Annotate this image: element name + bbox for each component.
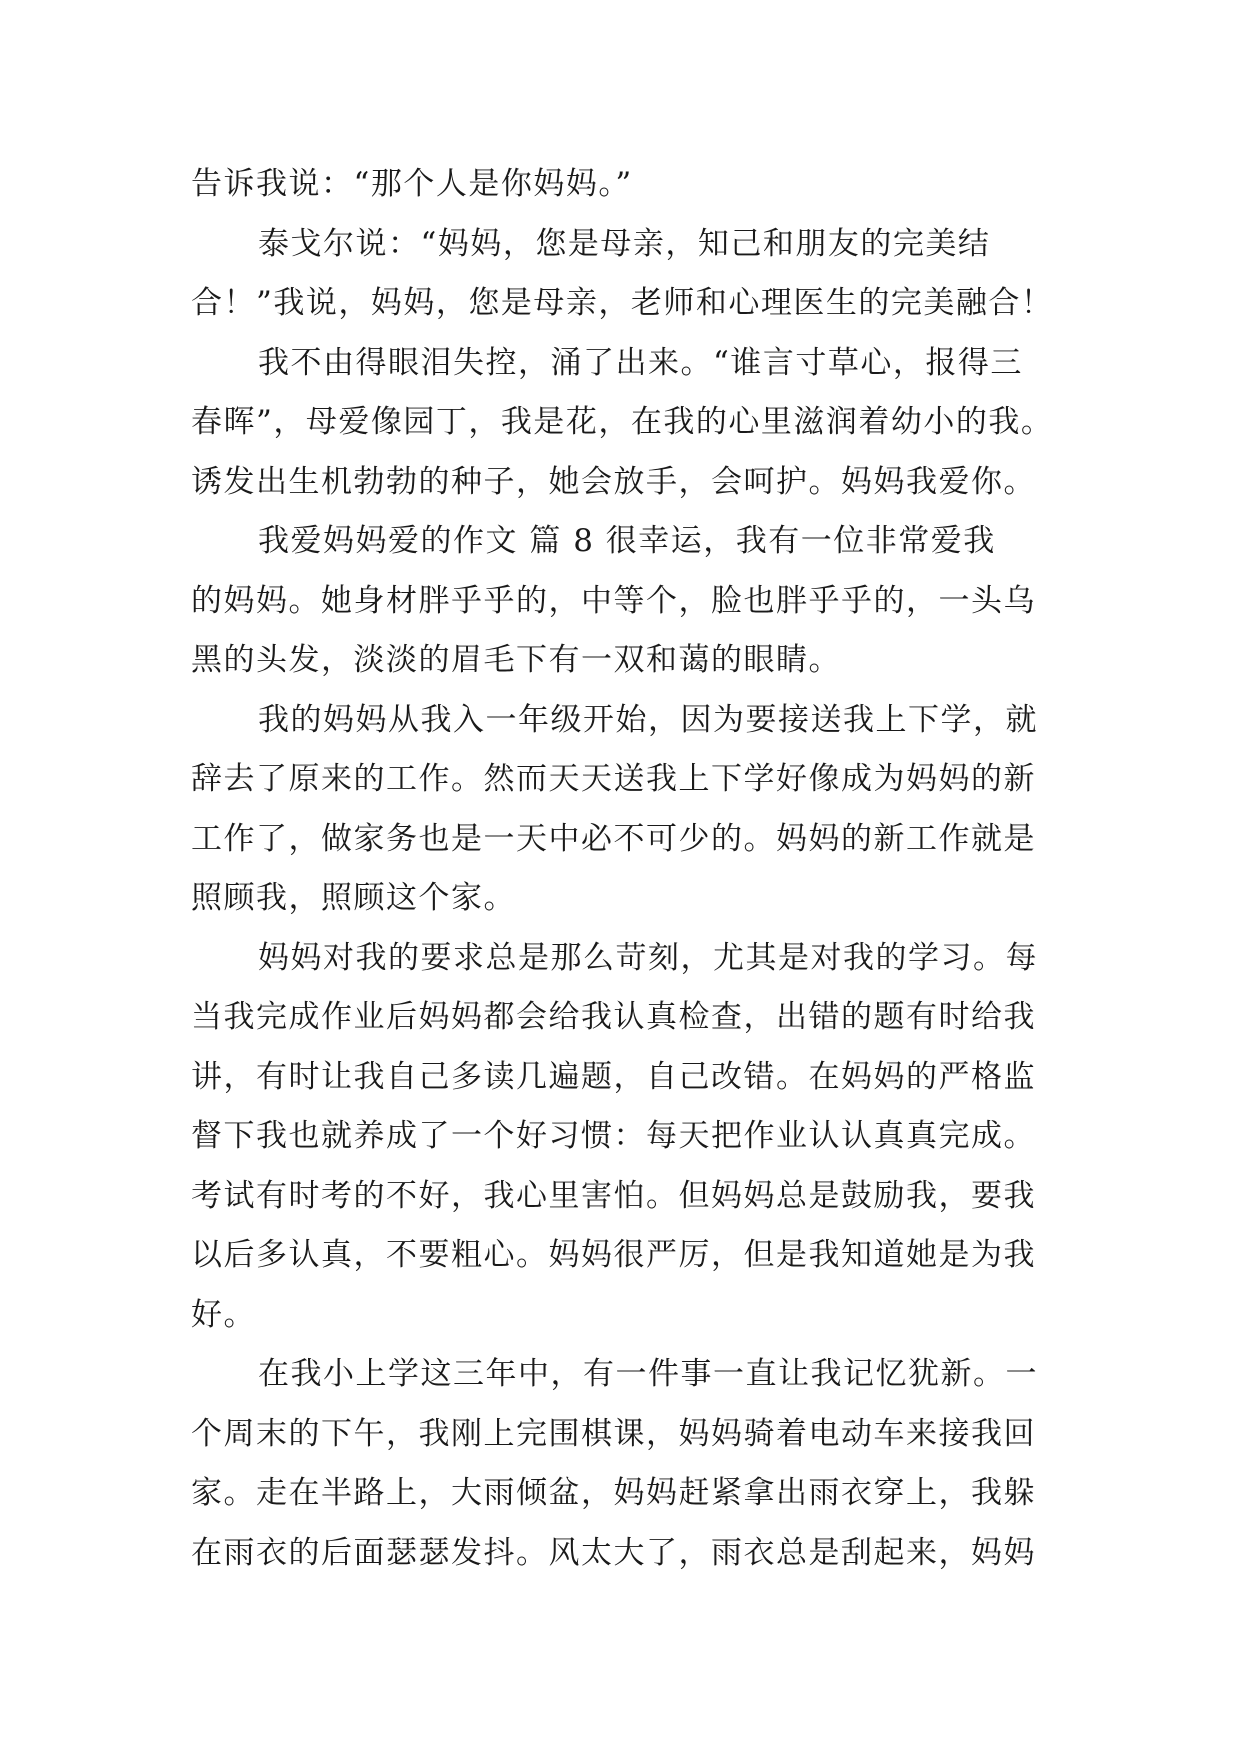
text-line: 以后多认真，不要粗心。妈妈很严厉，但是我知道她是为我	[191, 1237, 1036, 1273]
text-line: 告诉我说：“那个人是你妈妈。”	[191, 166, 633, 202]
text-line: 家。走在半路上，大雨倾盆，妈妈赶紧拿出雨衣穿上，我躲	[191, 1475, 1036, 1511]
text-line: 当我完成作业后妈妈都会给我认真检查，出错的题有时给我	[191, 999, 1036, 1035]
text-line: 春晖”，母爱像园丁，我是花，在我的心里滋润着幼小的我。	[191, 404, 1054, 440]
text-line: 考试有时考的不好，我心里害怕。但妈妈总是鼓励我，要我	[191, 1177, 1036, 1214]
text-line: 合！”我说，妈妈，您是母亲，老师和心理医生的完美融合！	[191, 285, 1054, 321]
essay-text	[191, 155, 1071, 1583]
text-line: 妈妈对我的要求总是那么苛刻，尤其是对我的学习。每	[258, 939, 1038, 976]
text-line: 工作了，做家务也是一天中必不可少的。妈妈的新工作就是	[191, 820, 1036, 857]
text-line: 辞去了原来的工作。然而天天送我上下学好像成为妈妈的新	[191, 761, 1036, 797]
text-line: 诱发出生机勃勃的种子，她会放手，会呵护。妈妈我爱你。	[191, 463, 1036, 500]
essay-heading-line: 我爱妈妈爱的作文 篇 8 很幸运，我有一位非常爱我	[258, 523, 996, 559]
text-line: 在我小上学这三年中，有一件事一直让我记忆犹新。一	[258, 1356, 1038, 1392]
text-line: 照顾我，照顾这个家。	[191, 880, 516, 916]
text-line: 督下我也就养成了一个好习惯：每天把作业认认真真完成。	[191, 1118, 1036, 1154]
text-line: 黑的头发，淡淡的眉毛下有一双和蔼的眼睛。	[191, 642, 841, 678]
text-line: 在雨衣的后面瑟瑟发抖。风太大了，雨衣总是刮起来，妈妈	[191, 1534, 1036, 1571]
text-line: 讲，有时让我自己多读几遍题，自己改错。在妈妈的严格监	[191, 1058, 1036, 1095]
text-line: 的妈妈。她身材胖乎乎的，中等个，脸也胖乎乎的，一头乌	[191, 582, 1036, 619]
text-line: 泰戈尔说：“妈妈，您是母亲，知己和朋友的完美结	[258, 225, 991, 262]
text-line: 个周末的下午，我刚上完围棋课，妈妈骑着电动车来接我回	[191, 1415, 1036, 1452]
text-line: 我不由得眼泪失控，涌了出来。“谁言寸草心，报得三	[258, 344, 1023, 381]
text-line: 我的妈妈从我入一年级开始，因为要接送我上下学，就	[258, 701, 1038, 738]
text-line: 好。	[191, 1296, 256, 1333]
